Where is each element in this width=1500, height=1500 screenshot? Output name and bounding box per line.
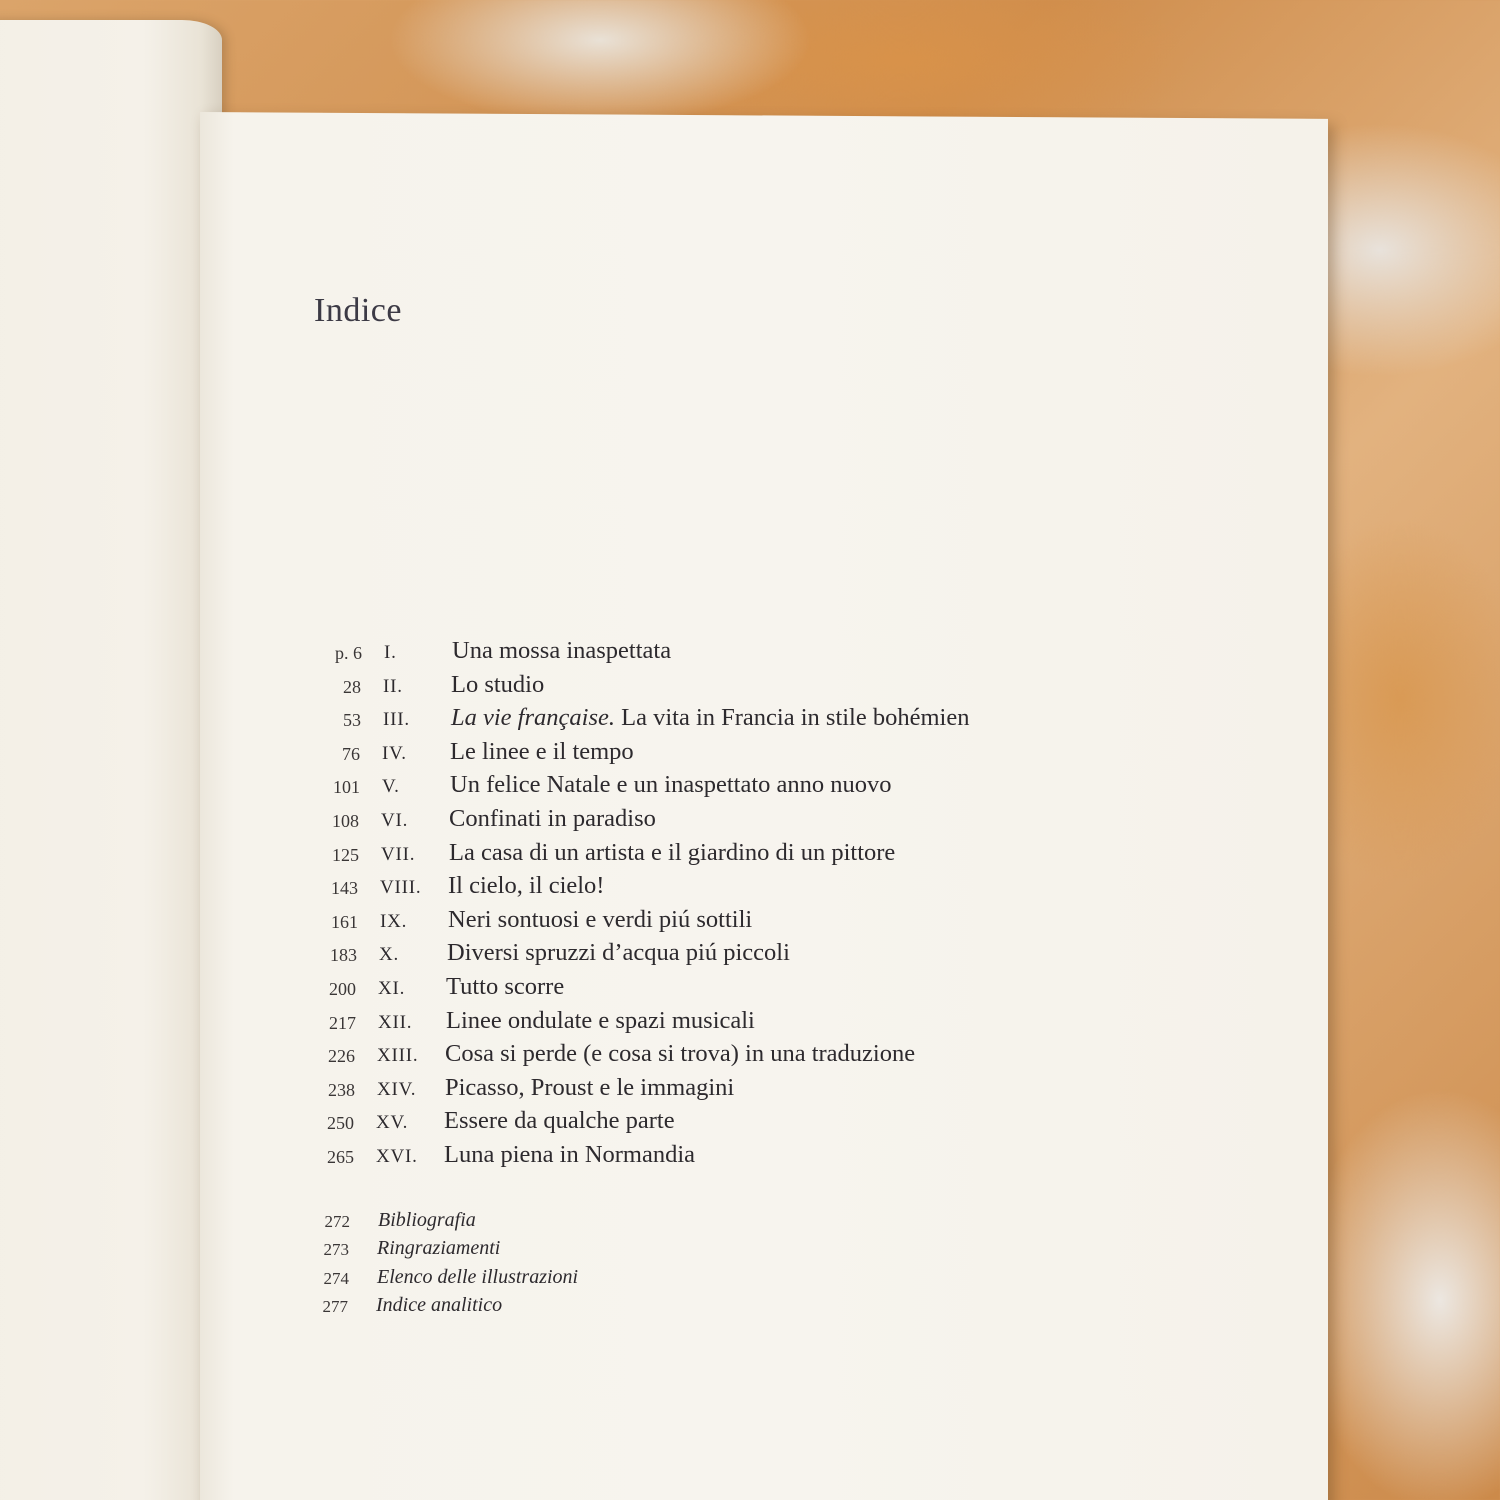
toc-chapter-numeral: VII.: [381, 843, 416, 865]
back-matter-title: Indice analitico: [376, 1294, 503, 1317]
toc-chapter-title: [447, 939, 790, 967]
toc-chapter-numeral: II.: [383, 675, 403, 697]
toc-chapter-title-text: Linee ondulate e spazi musicali: [446, 1006, 755, 1034]
toc-entry: [297, 838, 1197, 872]
toc-chapter-title-text: La casa di un artista e il giardino di un pittore: [449, 838, 896, 866]
toc-chapter-title-text: Le linee e il tempo: [450, 737, 634, 765]
toc-chapter-title: [448, 872, 604, 900]
toc-entry: [299, 703, 1199, 737]
toc-chapter-title: [450, 771, 892, 799]
back-matter-title: Elenco delle illustrazioni: [377, 1265, 579, 1288]
toc-entry: [299, 670, 1199, 704]
toc-page-number: 108: [332, 810, 359, 831]
toc-chapter-title: [444, 1107, 675, 1135]
toc-chapter-title: [444, 1141, 695, 1169]
toc-entry: [300, 636, 1200, 670]
back-matter-page-number: 274: [323, 1268, 349, 1288]
toc-page-number: 183: [330, 945, 357, 966]
table-of-contents: [300, 636, 1200, 1174]
toc-chapter-title-italic: La vie française.: [451, 704, 615, 732]
toc-page-number: 53: [343, 710, 361, 731]
toc-entry: [292, 1140, 1192, 1174]
toc-chapter-numeral: XIV.: [377, 1078, 417, 1100]
toc-chapter-numeral: III.: [383, 709, 410, 731]
toc-chapter-numeral: IX.: [380, 910, 408, 932]
toc-chapter-title-text: Tutto scorre: [446, 972, 565, 1000]
toc-chapter-title-text: Essere da qualche parte: [444, 1107, 675, 1135]
toc-page-number: 28: [343, 676, 361, 697]
toc-page-number: 250: [327, 1113, 354, 1134]
toc-page-number: 226: [328, 1046, 355, 1067]
back-matter-entry: [298, 1293, 798, 1321]
toc-chapter-title-text: Il cielo, il cielo!: [448, 872, 605, 900]
toc-entry: [295, 938, 1195, 972]
toc-chapter-title: [451, 704, 969, 732]
toc-chapter-title: [445, 1040, 915, 1068]
toc-chapter-title-text: Luna piena in Normandia: [444, 1140, 696, 1168]
toc-page-number: 125: [332, 844, 359, 865]
toc-page-number: 238: [328, 1079, 355, 1100]
toc-chapter-title: [451, 671, 544, 699]
toc-page-number: 200: [329, 978, 356, 999]
toc-entry: [294, 1006, 1194, 1040]
back-matter-list: [300, 1208, 800, 1322]
back-matter-entry: [300, 1208, 800, 1236]
toc-chapter-title-text: Picasso, Proust e le immagini: [445, 1073, 735, 1101]
toc-chapter-title-text: Diversi spruzzi d’acqua piú piccoli: [447, 939, 790, 967]
back-matter-entry: [299, 1265, 799, 1293]
toc-chapter-title: [445, 1074, 734, 1102]
toc-chapter-numeral: VIII.: [380, 877, 422, 899]
toc-page-number: 143: [331, 878, 358, 899]
toc-chapter-numeral: VI.: [381, 809, 409, 831]
left-book-page: [0, 20, 222, 1500]
toc-chapter-title-text: La vita in Francia in stile bohémien: [615, 704, 970, 732]
toc-chapter-title: [452, 637, 671, 665]
toc-chapter-numeral: XIII.: [377, 1045, 419, 1067]
back-matter-entry: [299, 1236, 799, 1264]
back-matter-title: Bibliografia: [378, 1209, 476, 1231]
toc-page-number: 76: [342, 743, 360, 764]
toc-chapter-numeral: XVI.: [376, 1145, 418, 1167]
toc-chapter-numeral: XV.: [376, 1112, 409, 1134]
back-matter-page-number: 277: [322, 1297, 348, 1317]
toc-entry: [298, 737, 1198, 771]
toc-entry: [296, 871, 1196, 905]
toc-chapter-title: [448, 906, 752, 934]
toc-chapter-numeral: X.: [379, 944, 400, 966]
toc-chapter-title-text: Confinati in paradiso: [449, 804, 656, 832]
toc-chapter-numeral: IV.: [382, 742, 407, 764]
toc-chapter-title: [446, 973, 564, 1001]
toc-page-number: 217: [329, 1012, 356, 1033]
toc-page-number: 265: [327, 1146, 354, 1167]
toc-entry: [297, 804, 1197, 838]
toc-chapter-title-text: Lo studio: [451, 670, 545, 698]
toc-entry: [293, 1039, 1193, 1073]
toc-entry: [294, 972, 1194, 1006]
toc-chapter-numeral: V.: [382, 776, 400, 798]
toc-entry: [292, 1106, 1192, 1140]
toc-chapter-numeral: XII.: [378, 1011, 413, 1033]
toc-entry: [293, 1073, 1193, 1107]
toc-page-number: p. 6: [335, 643, 362, 663]
back-matter-page-number: 272: [324, 1212, 350, 1231]
back-matter-title: Ringraziamenti: [377, 1237, 501, 1260]
toc-chapter-title: [449, 839, 895, 867]
toc-entry: [296, 905, 1196, 939]
toc-entry: [298, 770, 1198, 804]
toc-page-number: 101: [333, 777, 360, 798]
toc-page-number: 161: [331, 911, 358, 932]
toc-chapter-title-text: Un felice Natale e un inaspettato anno nuovo: [450, 771, 892, 799]
page-title: Indice: [314, 292, 402, 329]
back-matter-page-number: 273: [323, 1240, 349, 1260]
toc-chapter-title: [449, 805, 656, 833]
toc-chapter-title-text: Neri sontuosi e verdi piú sottili: [448, 905, 753, 933]
toc-chapter-title: [446, 1007, 755, 1035]
toc-chapter-title: [450, 738, 634, 766]
toc-chapter-title-text: Una mossa inaspettata: [452, 637, 672, 664]
toc-chapter-title-text: Cosa si perde (e cosa si trova) in una traduzione: [445, 1040, 916, 1068]
toc-chapter-numeral: XI.: [378, 977, 406, 999]
toc-chapter-numeral: I.: [384, 642, 397, 663]
